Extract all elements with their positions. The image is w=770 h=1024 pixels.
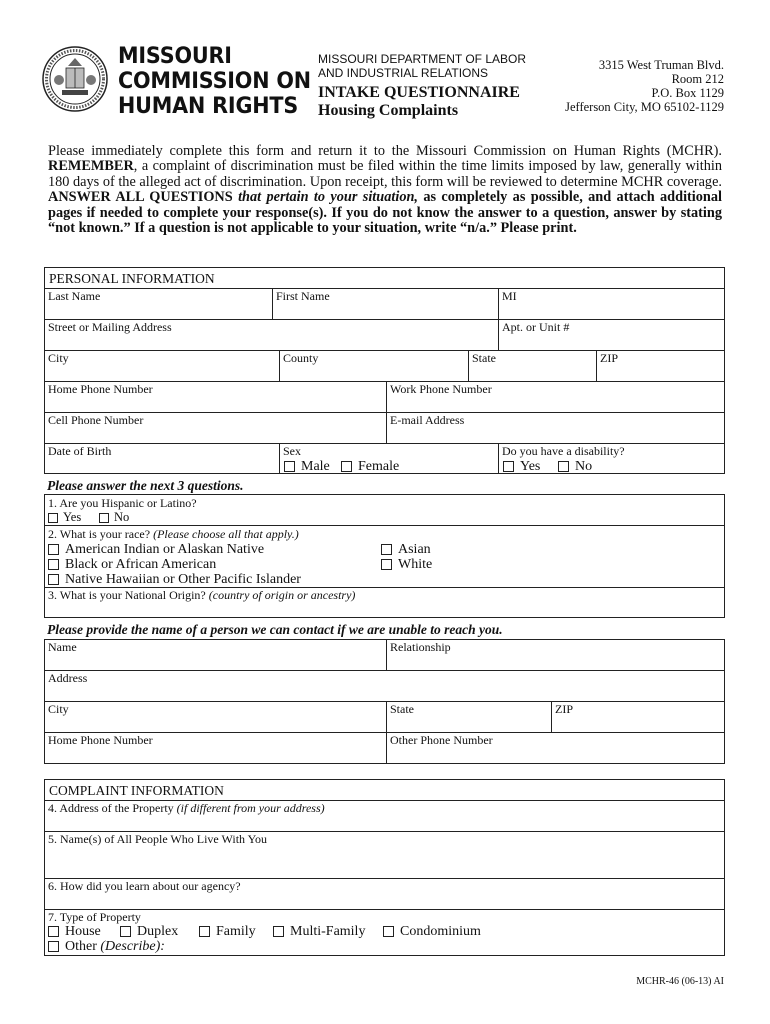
race-question xyxy=(48,528,299,541)
cell-phone-field[interactable]: Cell Phone Number xyxy=(48,413,144,427)
contact-prompt: Please provide the name of a person we can contact if we are unable to reach you. xyxy=(47,622,503,637)
mailing-address xyxy=(565,58,724,114)
race-native-hawaiian-checkbox[interactable] xyxy=(48,572,301,587)
org-name-line2: COMMISSION ON xyxy=(118,68,311,94)
race-black-checkbox[interactable] xyxy=(48,557,216,572)
hispanic-yes-checkbox[interactable] xyxy=(48,510,81,525)
home-phone-field[interactable]: Home Phone Number xyxy=(48,382,153,396)
state-field[interactable]: State xyxy=(472,351,496,365)
race-label: Black or African American xyxy=(65,557,217,572)
complaint-info-heading: COMPLAINT INFORMATION xyxy=(49,783,224,798)
race-question-note: (Please choose all that apply.) xyxy=(153,527,299,541)
contact-zip-field[interactable]: ZIP xyxy=(555,702,573,716)
property-multi-family-checkbox[interactable] xyxy=(273,924,365,939)
last-name-field[interactable]: Last Name xyxy=(48,289,101,303)
hispanic-no-checkbox[interactable] xyxy=(99,510,129,525)
checkbox-icon xyxy=(381,544,392,555)
intro-bold-text: as completely as possible, and attach additional pages if needed to complete your response(s). If you do not know the answer to a question, answer by stating “not known.” If a question is not applicable to your situation, write “n/a.” Please print. xyxy=(48,189,722,237)
zip-field[interactable]: ZIP xyxy=(600,351,618,365)
checkbox-icon xyxy=(48,574,59,585)
property-condominium-checkbox[interactable] xyxy=(383,924,481,939)
date-of-birth-field[interactable]: Date of Birth xyxy=(48,444,112,458)
property-family-checkbox[interactable] xyxy=(199,924,256,939)
checkbox-icon xyxy=(48,926,59,937)
no-label: No xyxy=(114,510,130,524)
household-members-field[interactable]: 5. Name(s) of All People Who Live With You xyxy=(48,832,268,846)
county-field[interactable]: County xyxy=(283,351,319,365)
city-field[interactable]: City xyxy=(48,351,69,365)
property-type-label: 7. Type of Property xyxy=(48,910,141,924)
property-house-checkbox[interactable] xyxy=(48,924,101,939)
race-asian-checkbox[interactable] xyxy=(381,542,431,557)
race-white-checkbox[interactable] xyxy=(381,557,432,572)
yes-label: Yes xyxy=(63,510,82,524)
contact-city-field[interactable]: City xyxy=(48,702,69,716)
remember-text: REMEMBER xyxy=(48,158,134,175)
property-other-checkbox[interactable] xyxy=(48,939,165,954)
form-id: MCHR-46 (06-13) AI xyxy=(636,976,724,987)
female-label: Female xyxy=(358,459,400,474)
hispanic-question: 1. Are you Hispanic or Latino? xyxy=(48,496,197,510)
race-label: White xyxy=(398,557,433,572)
race-question-text: 2. What is your race? xyxy=(48,527,151,541)
personal-info-heading: PERSONAL INFORMATION xyxy=(49,271,215,286)
property-type-label: Multi-Family xyxy=(290,924,366,939)
sex-label: Sex xyxy=(283,444,301,458)
race-label: Native Hawaiian or Other Pacific Islander xyxy=(65,572,301,587)
property-type-label: House xyxy=(65,924,101,939)
intro-text: Please immediately complete this form and return it to the Missouri Commission on Human Rights (MCHR). xyxy=(48,143,722,159)
org-name-line3: HUMAN RIGHTS xyxy=(118,93,299,119)
checkbox-icon xyxy=(284,461,295,472)
contact-home-phone-field[interactable]: Home Phone Number xyxy=(48,733,153,747)
property-type-label: Duplex xyxy=(137,924,179,939)
male-label: Male xyxy=(301,459,330,474)
race-american-indian-checkbox[interactable] xyxy=(48,542,264,557)
sex-male-checkbox[interactable] xyxy=(284,459,330,474)
address-line: Jefferson City, MO 65102-1129 xyxy=(565,100,724,114)
contact-other-phone-field[interactable]: Other Phone Number xyxy=(390,733,493,747)
disability-question: Do you have a disability? xyxy=(502,444,625,458)
address-line: 3315 West Truman Blvd. xyxy=(598,58,724,72)
property-type-label: Family xyxy=(216,924,256,939)
dept-line1: MISSOURI DEPARTMENT OF LABOR xyxy=(318,52,527,66)
org-name-line1: MISSOURI xyxy=(118,43,232,69)
no-label: No xyxy=(575,459,593,474)
disability-no-checkbox[interactable] xyxy=(558,459,592,474)
apt-unit-field[interactable]: Apt. or Unit # xyxy=(502,320,570,334)
other-note: (Describe): xyxy=(100,939,165,954)
property-duplex-checkbox[interactable] xyxy=(120,924,178,939)
checkbox-icon xyxy=(273,926,284,937)
property-address-note: (if different from your address) xyxy=(176,801,325,815)
pertain-text: that pertain to your situation, xyxy=(238,189,418,206)
national-origin-field[interactable] xyxy=(48,589,355,602)
checkbox-icon xyxy=(381,559,392,570)
address-line: P.O. Box 1129 xyxy=(651,86,724,100)
contact-address-field[interactable]: Address xyxy=(48,671,88,685)
checkbox-icon xyxy=(383,926,394,937)
checkbox-icon xyxy=(99,513,109,523)
contact-relationship-field[interactable]: Relationship xyxy=(390,640,451,654)
national-origin-note: (country of origin or ancestry) xyxy=(208,588,356,602)
org-name xyxy=(118,44,311,119)
contact-state-field[interactable]: State xyxy=(390,702,414,716)
instructions-paragraph xyxy=(48,144,722,236)
race-label: Asian xyxy=(398,542,431,557)
street-address-field[interactable]: Street or Mailing Address xyxy=(48,320,172,334)
checkbox-icon xyxy=(48,544,59,555)
answer-all-text: ANSWER ALL QUESTIONS xyxy=(48,189,233,206)
title-line2: Housing Complaints xyxy=(318,102,459,119)
checkbox-icon xyxy=(48,559,59,570)
contact-name-field[interactable]: Name xyxy=(48,640,77,654)
property-type-label: Condominium xyxy=(400,924,481,939)
sex-female-checkbox[interactable] xyxy=(341,459,399,474)
mi-field[interactable]: MI xyxy=(502,289,517,303)
missouri-seal-icon xyxy=(42,46,108,112)
checkbox-icon xyxy=(558,461,569,472)
department-name xyxy=(318,52,526,80)
race-label: American Indian or Alaskan Native xyxy=(65,542,265,557)
disability-yes-checkbox[interactable] xyxy=(503,459,540,474)
national-origin-text: 3. What is your National Origin? xyxy=(48,588,206,602)
intro-text: , a complaint of discrimination must be filed within the time limits imposed by law, generally within 180 days of the alleged act of discrimination. Upon receipt, this form will be reviewed to determine MCHR coverage. xyxy=(48,158,722,190)
yes-label: Yes xyxy=(520,459,541,474)
checkbox-icon xyxy=(341,461,352,472)
referral-source-field[interactable]: 6. How did you learn about our agency? xyxy=(48,879,241,893)
property-address-text: 4. Address of the Property xyxy=(48,801,174,815)
email-field[interactable]: E-mail Address xyxy=(390,413,465,427)
address-line: Room 212 xyxy=(671,72,724,86)
property-address-field[interactable] xyxy=(48,802,325,815)
checkbox-icon xyxy=(48,941,59,952)
title-line1: INTAKE QUESTIONNAIRE xyxy=(318,84,520,101)
first-name-field[interactable]: First Name xyxy=(276,289,330,303)
checkbox-icon xyxy=(120,926,131,937)
checkbox-icon xyxy=(503,461,514,472)
document-title xyxy=(318,84,520,120)
demographics-prompt: Please answer the next 3 questions. xyxy=(47,478,244,493)
work-phone-field[interactable]: Work Phone Number xyxy=(390,382,492,396)
checkbox-icon xyxy=(48,513,58,523)
checkbox-icon xyxy=(199,926,210,937)
dept-line2: AND INDUSTRIAL RELATIONS xyxy=(318,66,489,80)
other-label: Other xyxy=(65,939,97,954)
